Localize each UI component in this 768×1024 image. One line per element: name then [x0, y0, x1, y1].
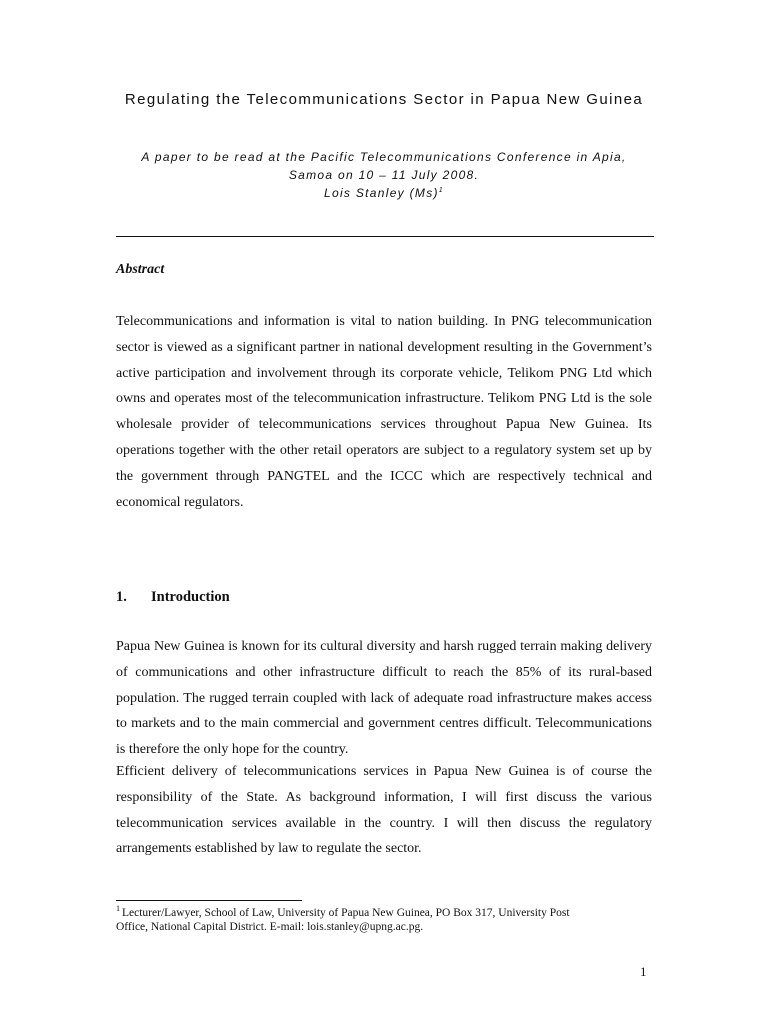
page-number: 1: [640, 964, 647, 979]
footnote-line-2: Office, National Capital District. E-mail: lois.stanley@upng.ac.pg.: [116, 921, 424, 933]
paper-title: Regulating the Telecommunications Sector in Papua New Guinea: [124, 91, 644, 108]
subtitle-line-1: A paper to be read at the Pacific Telecommunications Conference in Apia,: [141, 150, 627, 164]
section-title: Introduction: [151, 589, 230, 605]
header-divider: [116, 236, 654, 237]
footnote-divider: [116, 900, 302, 901]
footnote-mark: 1: [116, 904, 120, 914]
author-name: Lois Stanley (Ms): [324, 186, 439, 200]
section-heading-introduction: [116, 589, 230, 606]
abstract-heading: Abstract: [116, 262, 165, 277]
footnote: [116, 906, 656, 934]
subtitle-line-2: Samoa on 10 – 11 July 2008.: [288, 168, 480, 182]
introduction-paragraph-1: Papua New Guinea is known for its cultural diversity and harsh rugged terrain making delivery of communications and other infrastructure difficult to reach the 85% of its rural-based population. The rugged terrain coupled with lack of adequate road infrastructure makes access to markets and to the main commercial and government centres difficult. Telecommunications is therefore the only hope for the country.: [116, 639, 652, 758]
introduction-paragraph-2: Efficient delivery of telecommunications services in Papua New Guinea is of course the responsibility of the State. As background information, I will first discuss the various telecommunication services available in the country. I will then discuss the regulatory arrangements established by law to regulate the sector.: [116, 764, 652, 857]
author-footnote-mark: 1: [438, 187, 444, 194]
footnote-line-1: Lecturer/Lawyer, School of Law, University of Papua New Guinea, PO Box 317, University Post: [122, 907, 570, 919]
paper-subtitle: [110, 148, 658, 202]
section-number: 1.: [116, 589, 127, 605]
abstract-paragraph: Telecommunications and information is vital to nation building. In PNG telecommunication sector is viewed as a significant partner in national development resulting in the Government’s active participation and involvement through its corporate vehicle, Telikom PNG Ltd which owns and operates most of the telecommunication infrastructure. Telikom PNG Ltd is the sole wholesale provider of telecommunications services throughout Papua New Guinea. Its operations together with the other retail operators are subject to a regulatory system set up by the government through PANGTEL and the ICCC which are respectively technical and economical regulators.: [116, 314, 652, 510]
